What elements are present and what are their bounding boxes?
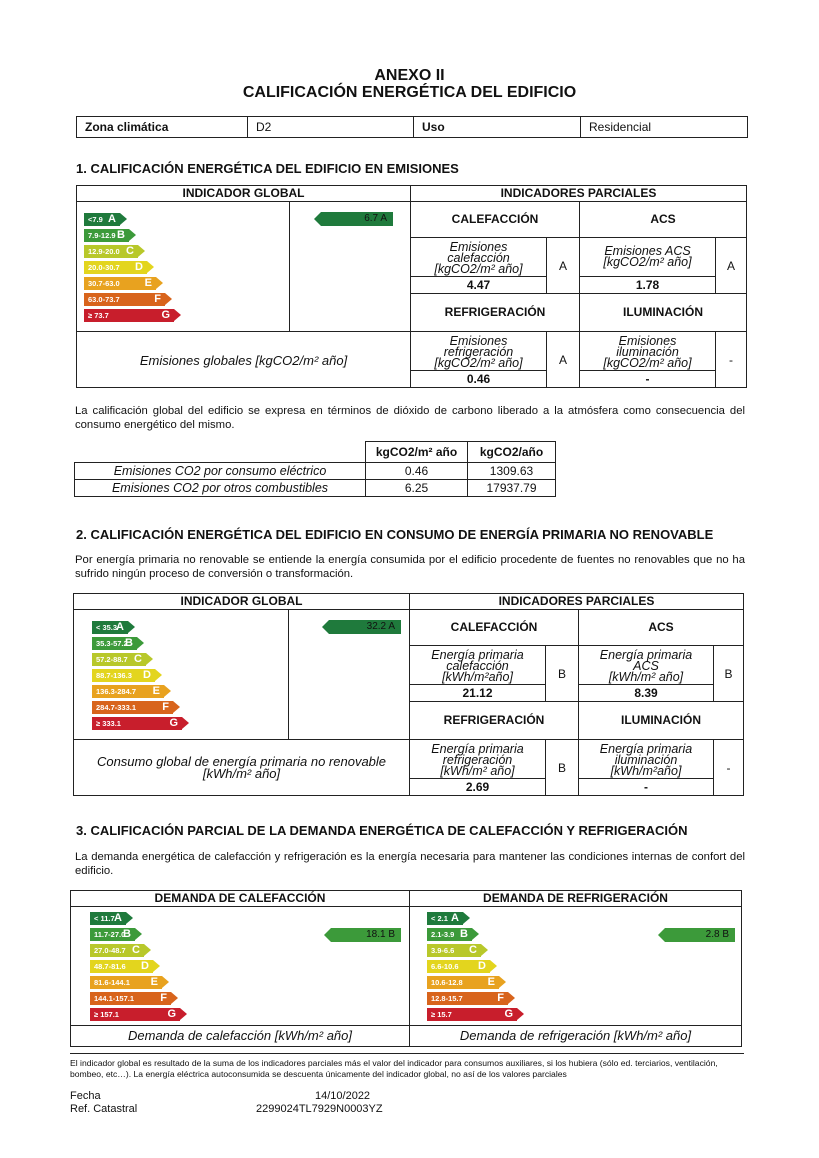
energy-bar-letter: E [144,277,152,289]
energy-bar-letter: B [125,637,133,649]
energy-bar-range: <7.9 [88,215,103,224]
s2-refr-value: 2.69 [409,778,546,796]
heat-footer: Demanda de calefacción [kWh/m² año] [70,1025,410,1047]
zona-value: D2 [247,116,414,138]
co2-col1-header: kgCO2/m² año [365,441,468,463]
energy-bar-c [427,944,481,957]
heat-header: DEMANDA DE CALEFACCIÓN [70,890,410,907]
energy-bar-letter: E [150,976,158,988]
s1-global-label: Emisiones globales [kgCO2/m² año] [139,353,348,368]
s2-partial-header: INDICADORES PARCIALES [409,593,744,610]
section3-title: 3. CALIFICACIÓN PARCIAL DE LA DEMANDA ENERGÉTICA DE CALEFACCIÓN Y REFRIGERACIÓN [76,823,688,838]
energy-bar-range: 136.3-284.7 [96,687,137,696]
energy-bar-range: 20.0-30.7 [88,263,120,272]
co2-row2-label: Emisiones CO2 por otros combustibles [74,479,366,497]
s1-refr-label: Emisiones refrigeración [kgCO2/m² año] [410,331,547,371]
energy-bar-range: 144.1-157.1 [94,994,135,1003]
ref-value: 2299024TL7929N0003YZ [256,1103,383,1115]
cool-footer: Demanda de refrigeración [kWh/m² año] [409,1025,742,1047]
zona-label: Zona climática [76,116,248,138]
energy-bar-letter: F [497,992,504,1004]
energy-bar-range: 27.0-48.7 [94,946,126,955]
energy-bar-range: 81.6-144.1 [94,978,130,987]
energy-bar-letter: G [161,309,170,321]
s2-ilum-title: ILUMINACIÓN [578,701,744,740]
energy-bar-letter: D [141,960,149,972]
cool-header: DEMANDA DE REFRIGERACIÓN [409,890,742,907]
s1-paragraph: La calificación global del edificio se expresa en términos de dióxido de carbono liberado a la atmósfera como consecuencia del consumo energético del mismo. [75,405,745,431]
energy-bar-b [84,229,129,242]
energy-bar-c [90,944,144,957]
energy-bar-letter: D [135,261,143,273]
energy-bar-letter: G [169,717,178,729]
co2-row1-v1: 0.46 [365,462,468,480]
energy-bar-d [84,261,147,274]
energy-bar-range: ≥ 73.7 [88,311,109,320]
co2-row2-v1: 6.25 [365,479,468,497]
co2-row1-v2: 1309.63 [467,462,556,480]
s1-acs-letter: A [715,237,747,294]
s2-calef-letter: B [545,645,579,702]
s1-partial-header: INDICADORES PARCIALES [410,185,747,202]
energy-bar-range: < 11.7 [94,914,115,923]
energy-bar-letter: A [116,621,124,633]
energy-bar-letter: B [460,928,468,940]
s2-global-label: Consumo global de energía primaria no renovable [kWh/m² año] [96,754,387,781]
energy-bar-letter: C [469,944,477,956]
energy-bar-range: < 35.3 [96,623,118,632]
energy-bar-letter: B [117,229,125,241]
energy-bar-f [90,992,171,1005]
s1-refr-title: REFRIGERACIÓN [410,293,580,332]
uso-label: Uso [413,116,581,138]
energy-bar-a [427,912,463,925]
s2-ilum-value: - [578,778,714,796]
energy-bar-letter: A [451,912,459,924]
s1-calef-label: Emisiones calefacción [kgCO2/m² año] [410,237,547,277]
s1-ilum-label: Emisiones iluminación [kgCO2/m² año] [579,331,716,371]
s1-refr-letter: A [546,331,580,388]
energy-bar-letter: D [478,960,486,972]
energy-bar-d [427,960,490,973]
energy-bar-f [84,293,165,306]
energy-bar-g [90,1008,180,1021]
energy-bar-b [427,928,472,941]
energy-bar-range: 63.0-73.7 [88,295,120,304]
energy-bar-e [84,277,156,290]
energy-bar-range: 7.9-12.9 [88,231,116,240]
s1-calef-letter: A [546,237,580,294]
s2-ilum-label: Energía primaria iluminación [kWh/m²año] [578,739,714,779]
s1-global-header: INDICADOR GLOBAL [76,185,411,202]
s1-calef-title: CALEFACCIÓN [410,201,580,238]
s2-global-indicator: 32.2 A [329,620,401,634]
energy-bar-a [90,912,126,925]
co2-col2-header: kgCO2/año [467,441,556,463]
energy-bar-d [92,669,155,682]
energy-bar-g [427,1008,517,1021]
energy-bar-letter: F [160,992,167,1004]
ref-label: Ref. Catastral [70,1103,138,1115]
s2-ilum-letter: - [713,739,744,796]
s1-ilum-letter: - [715,331,747,388]
s1-global-indicator: 6.7 A [321,212,393,226]
s2-acs-label: Energía primaria ACS [kWh/m² año] [578,645,714,685]
energy-bar-letter: F [162,701,169,713]
energy-bar-letter: B [123,928,131,940]
energy-bar-range: 12.8-15.7 [431,994,463,1003]
s1-acs-value: 1.78 [579,276,716,294]
energy-bar-range: 88.7-136.3 [96,671,132,680]
energy-bar-letter: E [152,685,160,697]
s2-refr-letter: B [545,739,579,796]
annex-title: ANEXO II [374,67,445,84]
document-title: CALIFICACIÓN ENERGÉTICA DEL EDIFICIO [242,84,577,101]
s2-calef-title: CALEFACCIÓN [409,609,579,646]
energy-bar-c [84,245,138,258]
energy-bar-f [92,701,173,714]
s2-acs-letter: B [713,645,744,702]
energy-bar-letter: G [504,1008,513,1020]
energy-bar-g [92,717,182,730]
energy-bar-e [90,976,162,989]
energy-bar-range: 284.7-333.1 [96,703,137,712]
energy-bar-f [427,992,508,1005]
co2-row2-v2: 17937.79 [467,479,556,497]
energy-bar-range: 11.7-27.0 [94,930,126,939]
energy-bar-range: 2.1-3.9 [431,930,455,939]
energy-bar-g [84,309,174,322]
energy-bar-a [84,213,120,226]
s2-refr-title: REFRIGERACIÓN [409,701,579,740]
energy-bar-range: 12.9-20.0 [88,247,120,256]
energy-bar-letter: C [132,944,140,956]
energy-bar-range: ≥ 157.1 [94,1010,119,1019]
energy-bar-range: ≥ 15.7 [431,1010,452,1019]
s1-ilum-value: - [579,370,716,388]
energy-bar-letter: F [154,293,161,305]
energy-bar-letter: A [114,912,122,924]
footnote: El indicador global es resultado de la suma de los indicadores parciales más el valor del indicador para consumos auxiliares, si los hubiera (sólo ed. terciarios, ventilación, bombeo, etc…). La energía eléctrica autoconsumida se descuenta únicamente del indicador global, no así de los valores parciales [70,1058,718,1079]
s2-calef-value: 21.12 [409,684,546,702]
energy-bar-e [92,685,164,698]
s2-global-header: INDICADOR GLOBAL [73,593,410,610]
section1-title: 1. CALIFICACIÓN ENERGÉTICA DEL EDIFICIO EN EMISIONES [76,161,459,176]
s1-acs-title: ACS [579,201,747,238]
fecha-label: Fecha [70,1090,101,1102]
energy-bar-range: 3.9-6.6 [431,946,455,955]
energy-bar-range: 30.7-63.0 [88,279,120,288]
energy-bar-range: ≥ 333.1 [96,719,121,728]
energy-bar-letter: A [108,213,116,225]
energy-bar-a [92,621,128,634]
energy-bar-range: 48.7-81.6 [94,962,126,971]
energy-bar-range: 6.6-10.6 [431,962,459,971]
s2-refr-label: Energía primaria refrigeración [kWh/m² año] [409,739,546,779]
s2-paragraph: Por energía primaria no renovable se entiende la energía consumida por el edificio procedente de fuentes no renovables que no ha sufrido ningún proceso de conversión o transformación. [75,554,745,580]
energy-bar-letter: C [134,653,142,665]
cool-indicator: 2.8 B [665,928,735,942]
s2-calef-label: Energía primaria calefacción [kWh/m²año] [409,645,546,685]
energy-bar-range: 35.3-57.2 [96,639,128,648]
heat-indicator: 18.1 B [331,928,401,942]
energy-bar-b [92,637,137,650]
co2-row1-label: Emisiones CO2 por consumo eléctrico [74,462,366,480]
energy-bar-d [90,960,153,973]
s1-refr-value: 0.46 [410,370,547,388]
s1-acs-label: Emisiones ACS [kgCO2/m² año] [579,237,716,277]
energy-bar-letter: C [126,245,134,257]
s2-acs-title: ACS [578,609,744,646]
uso-value: Residencial [580,116,748,138]
energy-bar-range: 57.2-88.7 [96,655,128,664]
s3-paragraph: La demanda energética de calefacción y refrigeración es la energía necesaria para mantener las condiciones internas de confort del edificio. [75,851,745,877]
energy-bar-b [90,928,135,941]
fecha-value: 14/10/2022 [315,1090,371,1102]
s1-ilum-title: ILUMINACIÓN [579,293,747,332]
energy-bar-c [92,653,146,666]
s2-acs-value: 8.39 [578,684,714,702]
energy-bar-range: < 2.1 [431,914,448,923]
section2-title: 2. CALIFICACIÓN ENERGÉTICA DEL EDIFICIO EN CONSUMO DE ENERGÍA PRIMARIA NO RENOVABLE [76,527,714,542]
energy-bar-letter: D [143,669,151,681]
energy-bar-letter: G [167,1008,176,1020]
s1-calef-value: 4.47 [410,276,547,294]
energy-bar-letter: E [487,976,495,988]
energy-bar-range: 10.6-12.8 [431,978,463,987]
energy-bar-e [427,976,499,989]
